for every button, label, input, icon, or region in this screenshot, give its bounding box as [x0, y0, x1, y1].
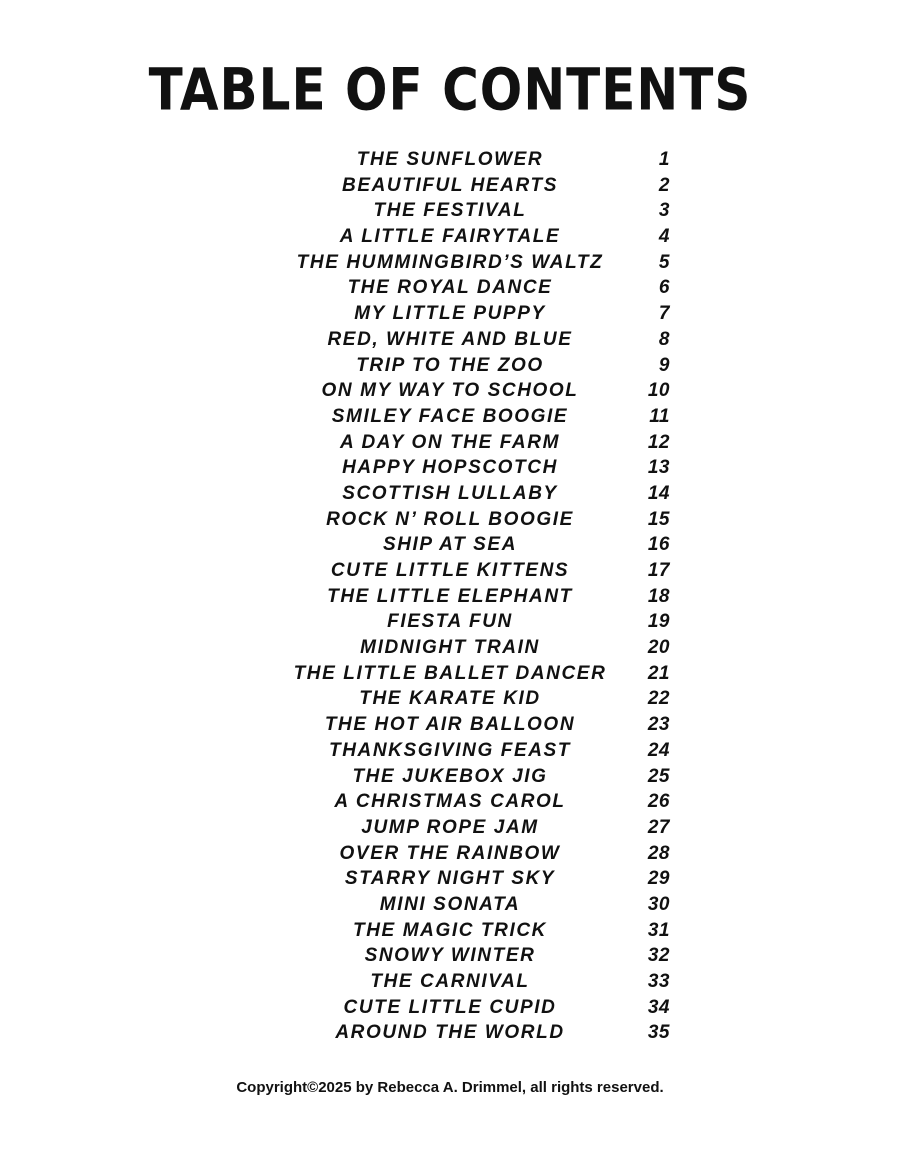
toc-entry-title: THE CARNIVAL	[370, 971, 530, 992]
toc-entry-page: 31	[647, 919, 670, 941]
toc-entry-page: 12	[647, 431, 670, 453]
toc-entry-title: CUTE LITTLE KITTENS	[330, 560, 570, 581]
table-of-contents	[0, 147, 900, 1046]
toc-entry-page: 18	[647, 585, 670, 607]
toc-entry[interactable]	[0, 275, 900, 301]
toc-entry-page: 14	[647, 482, 670, 504]
toc-entry-page: 8	[658, 328, 670, 350]
toc-entry-title: MY LITTLE PUPPY	[354, 303, 546, 325]
toc-entry-page: 20	[647, 637, 670, 659]
toc-entry[interactable]	[0, 738, 900, 764]
toc-entry-title: FIESTA FUN	[387, 611, 513, 633]
toc-entry[interactable]	[0, 173, 900, 199]
toc-entry[interactable]	[0, 353, 900, 379]
toc-entry-title: A LITTLE FAIRYTALE	[339, 226, 561, 248]
toc-entry[interactable]	[0, 455, 900, 481]
toc-entry[interactable]	[0, 584, 900, 610]
toc-entry-page: 19	[647, 611, 670, 633]
toc-entry-page: 33	[647, 971, 670, 992]
toc-entry-title: THE ROYAL DANCE	[347, 277, 553, 299]
toc-entry-page: 25	[647, 765, 670, 787]
toc-entry-title: THE LITTLE BALLET DANCER	[293, 662, 607, 684]
toc-entry-title: THE SUNFLOWER	[356, 149, 544, 170]
toc-entry-page: 13	[647, 457, 670, 479]
toc-entry[interactable]	[0, 995, 900, 1021]
toc-entry[interactable]	[0, 918, 900, 944]
toc-entry-title: THE MAGIC TRICK	[353, 919, 547, 941]
toc-entry-page: 34	[647, 996, 670, 1018]
toc-entry[interactable]	[0, 198, 900, 224]
toc-entry[interactable]	[0, 712, 900, 738]
toc-entry[interactable]	[0, 943, 900, 969]
toc-entry-title: ON MY WAY TO SCHOOL	[321, 380, 579, 402]
toc-entry-title: MIDNIGHT TRAIN	[360, 637, 540, 659]
toc-entry-title: THE FESTIVAL	[373, 200, 527, 222]
toc-entry[interactable]	[0, 250, 900, 276]
toc-entry-page: 17	[647, 560, 670, 581]
toc-entry[interactable]	[0, 866, 900, 892]
toc-entry[interactable]	[0, 815, 900, 841]
toc-entry[interactable]	[0, 507, 900, 533]
toc-entry-title: THE JUKEBOX JIG	[352, 765, 548, 787]
toc-entry-title: SNOWY WINTER	[364, 945, 536, 967]
toc-entry-title: TRIP TO THE ZOO	[356, 354, 544, 376]
toc-entry-page: 11	[649, 405, 670, 427]
toc-entry[interactable]	[0, 841, 900, 867]
toc-entry-page: 26	[647, 791, 670, 813]
toc-entry-page: 3	[658, 200, 670, 222]
toc-entry-page: 35	[647, 1022, 670, 1044]
toc-entry[interactable]	[0, 1020, 900, 1046]
toc-entry[interactable]	[0, 661, 900, 687]
toc-entry[interactable]	[0, 969, 900, 995]
toc-entry[interactable]	[0, 892, 900, 918]
toc-entry-page: 6	[658, 277, 670, 299]
toc-entry-title: SMILEY FACE BOOGIE	[331, 405, 569, 427]
toc-entry-title: CUTE LITTLE CUPID	[343, 996, 557, 1018]
toc-entry-page: 24	[647, 739, 670, 761]
toc-entry-page: 9	[658, 354, 670, 376]
toc-entry-title: THE LITTLE ELEPHANT	[327, 585, 573, 607]
toc-entry-page: 21	[647, 662, 670, 684]
toc-entry-title: AROUND THE WORLD	[335, 1022, 565, 1044]
toc-entry-title: THE HOT AIR BALLOON	[324, 714, 576, 736]
toc-entry-title: SCOTTISH LULLABY	[342, 482, 558, 504]
toc-entry-page: 22	[647, 688, 670, 710]
toc-entry-title: HAPPY HOPSCOTCH	[342, 457, 558, 479]
toc-entry-title: THANKSGIVING FEAST	[328, 739, 572, 761]
toc-entry[interactable]	[0, 430, 900, 456]
toc-entry-title: OVER THE RAINBOW	[339, 842, 561, 864]
toc-entry[interactable]	[0, 327, 900, 353]
toc-entry[interactable]	[0, 532, 900, 558]
toc-entry-page: 1	[658, 149, 670, 170]
toc-entry-page: 30	[647, 893, 670, 915]
toc-entry-page: 15	[647, 508, 670, 530]
toc-entry-title: BEAUTIFUL HEARTS	[342, 174, 558, 196]
toc-entry-page: 16	[647, 534, 670, 556]
toc-entry-page: 27	[647, 816, 670, 838]
toc-entry[interactable]	[0, 378, 900, 404]
toc-entry-page: 2	[658, 174, 670, 196]
toc-entry[interactable]	[0, 635, 900, 661]
toc-entry[interactable]	[0, 301, 900, 327]
toc-entry-title: A CHRISTMAS CAROL	[334, 791, 566, 813]
toc-entry-page: 7	[658, 303, 670, 325]
toc-entry-title: A DAY ON THE FARM	[339, 431, 561, 453]
toc-entry[interactable]	[0, 481, 900, 507]
toc-entry[interactable]	[0, 224, 900, 250]
toc-entry[interactable]	[0, 764, 900, 790]
toc-entry[interactable]	[0, 558, 900, 584]
toc-entry[interactable]	[0, 404, 900, 430]
toc-entry-title: JUMP ROPE JAM	[361, 816, 539, 838]
toc-entry[interactable]	[0, 147, 900, 173]
toc-entry-page: 5	[658, 251, 670, 273]
toc-entry-page: 23	[647, 714, 670, 736]
toc-entry[interactable]	[0, 609, 900, 635]
toc-entry-page: 29	[647, 868, 670, 890]
toc-entry-title: MINI SONATA	[379, 893, 521, 915]
toc-entry[interactable]	[0, 686, 900, 712]
toc-entry-page: 32	[647, 945, 670, 967]
toc-entry-title: STARRY NIGHT SKY	[344, 868, 556, 890]
toc-entry-title: SHIP AT SEA	[382, 534, 518, 556]
toc-entry-page: 10	[647, 380, 670, 402]
toc-entry-title: ROCK N’ ROLL BOOGIE	[326, 508, 574, 530]
page-title: TABLE OF CONTENTS	[148, 56, 752, 124]
toc-entry-page: 4	[658, 226, 670, 248]
copyright-notice: Copyright©2025 by Rebecca A. Drimmel, all rights reserved.	[236, 1079, 664, 1096]
toc-entry-title: THE HUMMINGBIRD’S WALTZ	[296, 251, 604, 273]
toc-entry-page: 28	[647, 842, 670, 864]
toc-entry-title: THE KARATE KID	[359, 688, 541, 710]
toc-entry-title: RED, WHITE AND BLUE	[327, 328, 573, 350]
toc-entry[interactable]	[0, 789, 900, 815]
